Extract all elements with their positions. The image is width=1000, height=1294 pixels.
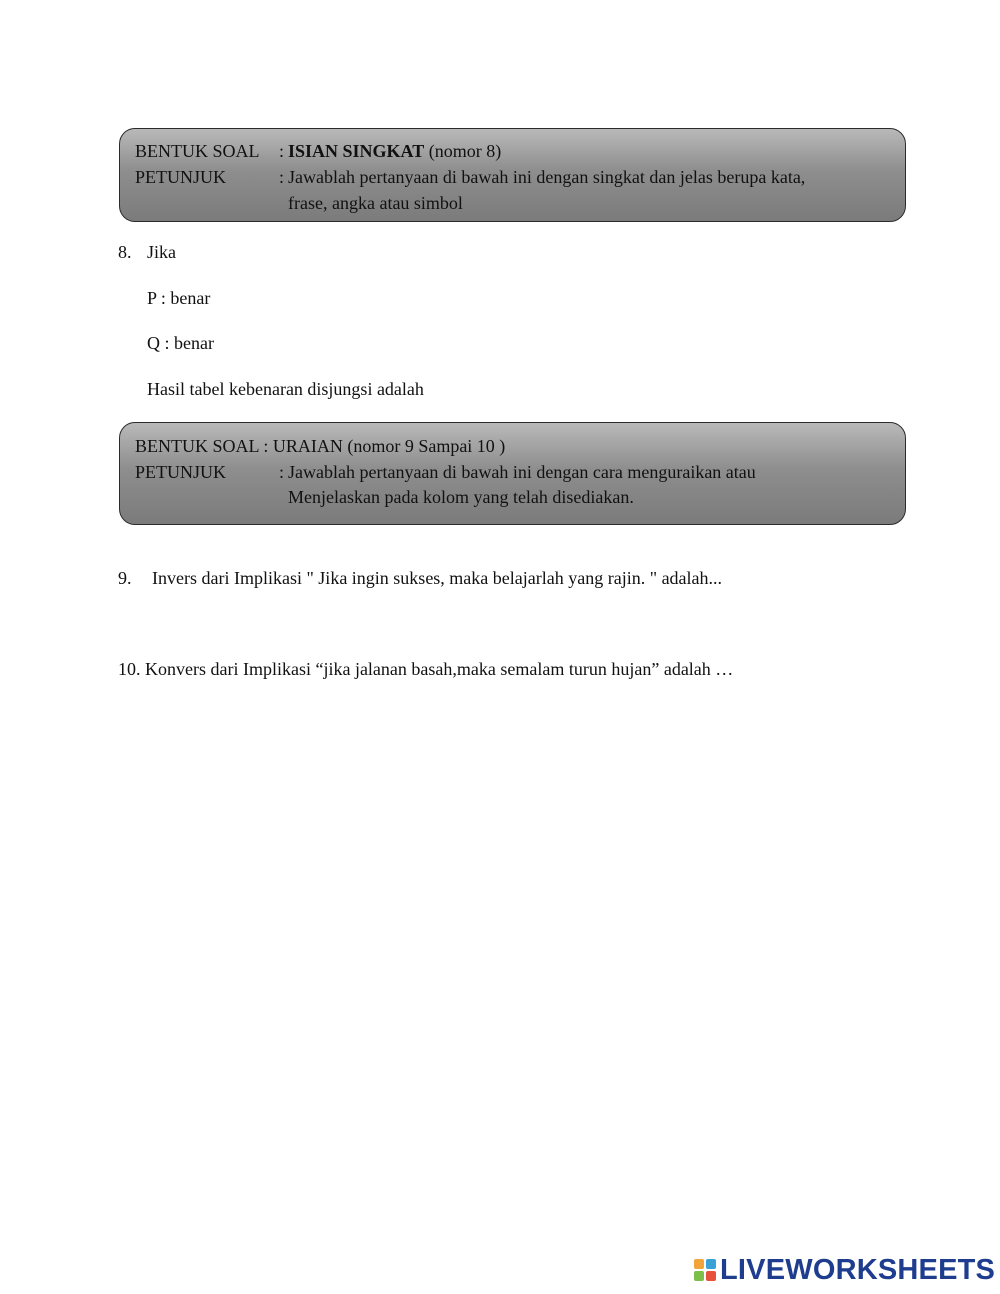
bentuk-soal-type: ISIAN SINGKAT bbox=[288, 141, 425, 161]
question-10-text: 10. Konvers dari Implikasi “jika jalanan basah,maka semalam turun hujan” adalah … bbox=[118, 659, 734, 679]
liveworksheets-logo[interactable] bbox=[694, 1255, 995, 1285]
petunjuk-line-1: Jawablah pertanyaan di bawah ini dengan singkat dan jelas berupa kata, bbox=[288, 167, 806, 187]
bentuk-soal-range: (nomor 8) bbox=[428, 141, 502, 161]
petunjuk-colon: : bbox=[279, 167, 285, 187]
bentuk-soal-value bbox=[288, 140, 501, 162]
liveworksheets-logo-icon bbox=[694, 1259, 716, 1281]
petunjuk-label-2: PETUNJUK bbox=[135, 462, 227, 482]
petunjuk-label: PETUNJUK bbox=[135, 167, 227, 187]
petunjuk-2-line-2: Menjelaskan pada kolom yang telah disediakan. bbox=[288, 487, 634, 507]
question-8-premise-q: Q : benar bbox=[147, 333, 214, 353]
question-8-intro: Jika bbox=[147, 242, 176, 262]
question-8-number: 8. bbox=[118, 242, 132, 262]
petunjuk-colon-2: : bbox=[279, 462, 285, 482]
bentuk-soal-colon: : bbox=[279, 141, 285, 161]
question-8-prompt: Hasil tabel kebenaran disjungsi adalah bbox=[147, 379, 424, 399]
question-8-premise-p: P : benar bbox=[147, 288, 211, 308]
liveworksheets-logo-text: LIVEWORKSHEETS bbox=[720, 1254, 996, 1286]
petunjuk-line-2: frase, angka atau simbol bbox=[288, 193, 463, 213]
question-9-number: 9. bbox=[118, 568, 132, 588]
bentuk-soal-uraian: BENTUK SOAL : URAIAN (nomor 9 Sampai 10 ) bbox=[135, 436, 506, 456]
petunjuk-2-line-1: Jawablah pertanyaan di bawah ini dengan cara menguraikan atau bbox=[288, 462, 756, 482]
question-9-text: Invers dari Implikasi " Jika ingin sukses, maka belajarlah yang rajin. " adalah... bbox=[152, 568, 723, 588]
bentuk-soal-label: BENTUK SOAL bbox=[135, 141, 260, 161]
